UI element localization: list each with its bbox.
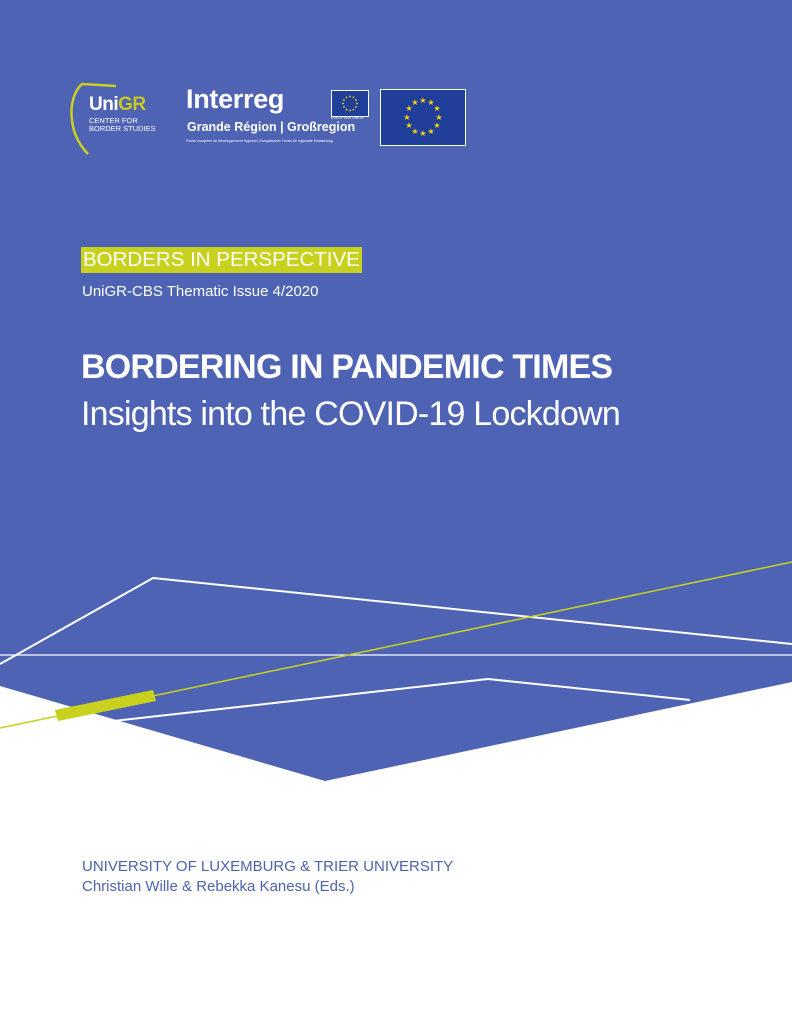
- issue-label: UniGR-CBS Thematic Issue 4/2020: [82, 283, 319, 300]
- unigr-logo-subtitle: CENTER FOR BORDER STUDIES: [89, 116, 156, 133]
- grande-region-text: Grande Région | Großregion: [187, 120, 356, 134]
- svg-text:★: ★: [435, 113, 443, 122]
- cover-title: BORDERING IN PANDEMIC TIMES: [81, 348, 613, 386]
- svg-text:★: ★: [433, 121, 441, 130]
- svg-text:★: ★: [405, 121, 413, 130]
- svg-text:★: ★: [405, 104, 413, 113]
- cover-subtitle: Insights into the COVID-19 Lockdown: [81, 395, 620, 433]
- eu-small-label: EUROPEAN UNION: [331, 116, 364, 120]
- svg-text:★: ★: [403, 113, 411, 122]
- svg-text:★: ★: [419, 129, 427, 138]
- editors-text: Christian Wille & Rebekka Kanesu (Eds.): [82, 878, 355, 895]
- svg-text:★: ★: [427, 127, 435, 136]
- eu-flag-small-icon: [331, 90, 369, 117]
- svg-text:★: ★: [427, 98, 435, 107]
- series-label: BORDERS IN PERSPECTIVE: [83, 248, 360, 271]
- svg-text:★: ★: [419, 96, 427, 105]
- svg-text:★: ★: [433, 104, 441, 113]
- svg-text:★: ★: [411, 98, 419, 107]
- institutions-text: UNIVERSITY OF LUXEMBURG & TRIER UNIVERSITY: [82, 858, 454, 875]
- fonds-text: Fonds européen de développement régional | Europäischer Fonds für regionale Entwicklung: [186, 139, 333, 143]
- unigr-logo-text: UniGR: [89, 94, 146, 115]
- eu-flag-icon: [380, 89, 466, 146]
- interreg-logo-text: Interreg: [186, 84, 285, 114]
- svg-text:★: ★: [411, 127, 419, 136]
